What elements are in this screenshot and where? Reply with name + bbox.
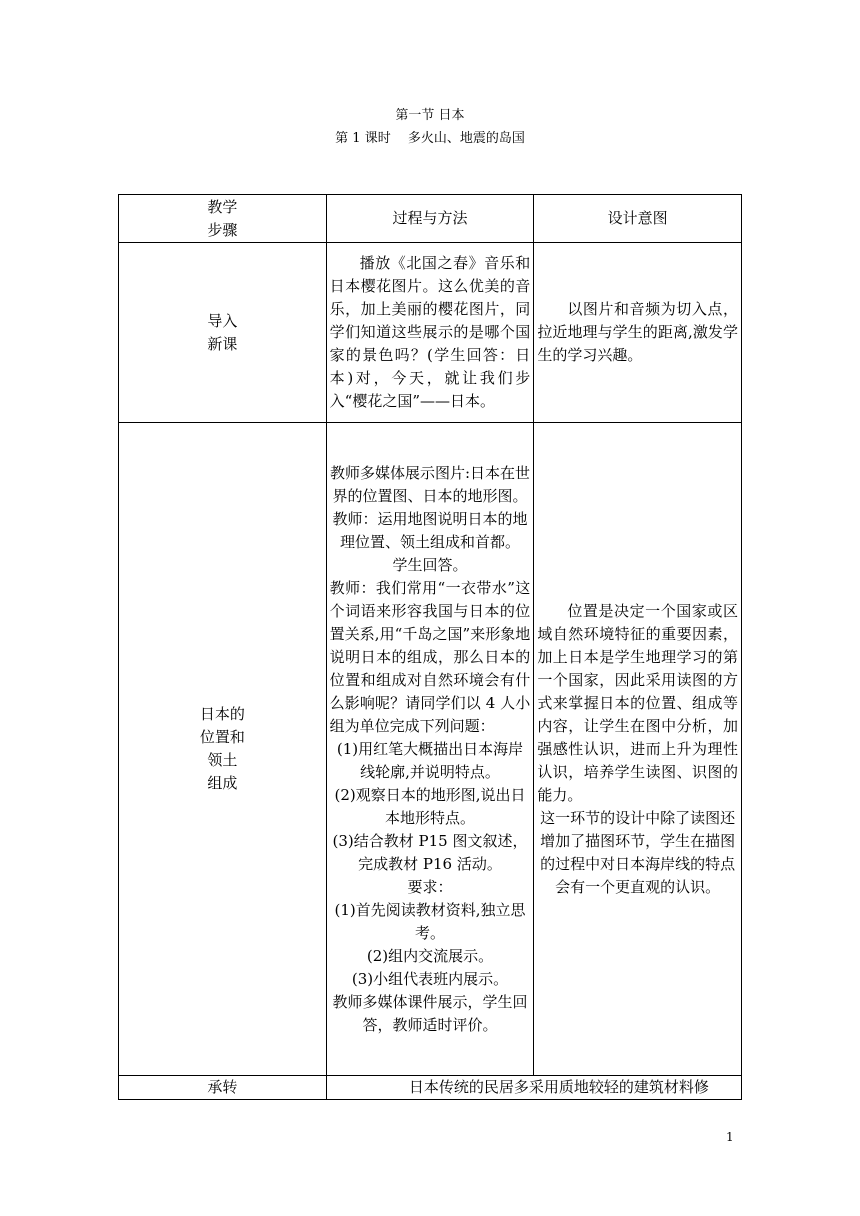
header-process: 过程与方法 xyxy=(326,195,534,243)
step-transition: 承转 xyxy=(119,1076,327,1100)
process-transition: 日本传统的民居多采用质地较轻的建筑材料修 xyxy=(326,1076,741,1100)
lesson-title: 第 1 课时 多火山、地震的岛国 xyxy=(335,131,525,146)
table-row xyxy=(119,423,742,1076)
page-number: 1 xyxy=(726,1130,734,1144)
step-intro: 导入 新课 xyxy=(119,243,327,423)
section-title: 第一节 日本 xyxy=(395,108,465,123)
table-row xyxy=(119,243,742,423)
table-header-row xyxy=(119,195,742,243)
intent-location: 位置是决定一个国家或区域自然环境特征的重要因素，加上日本是学生地理学习的第一个国家，因此采用读图的方式来掌握日本的位置、组成等内容，让学生在图中分析，加强感性认识，进而上升为理性认识，培养学生读图、识图的能力。 这一环节的设计中除了读图还增加了描图环节，学生在描图的过程中对日本海岸线的特点会有一个更直观的认识。 xyxy=(534,423,742,1076)
intent-intro: 以图片和音频为切入点，拉近地理与学生的距离,激发学生的学习兴趣。 xyxy=(534,243,742,423)
step-location: 日本的 位置和 领土 组成 xyxy=(119,423,327,1076)
process-intro: 播放《北国之春》音乐和日本樱花图片。这么优美的音乐，加上美丽的樱花图片，同学们知道这些展示的是哪个国家的景色吗？(学生回答：日本)对，今天，就让我们步入“樱花之国”——日本。 xyxy=(326,243,534,423)
process-location: 教师多媒体展示图片:日本在世界的位置图、日本的地形图。 教师：运用地图说明日本的地理位置、领土组成和首都。 学生回答。 教师：我们常用“一衣带水”这个词语来形容我国与日本的位置关系,用“千岛之国”来形象地说明日本的组成，那么日本的位置和组成对自然环境会有什么影响呢？请同学们以 4 人小组为单位完成下列问题： (1)用红笔大概描出日本海岸线轮廓,并说明特点。 (2)观察日本的地形图,说出日本地形特点。 (3)结合教材 P15 图文叙述，完成教材 P16 活动。 要求： (1)首先阅读教材资料,独立思考。 (2)组内交流展示。 (3)小组代表班内展示。 教师多媒体课件展示，学生回答，教师适时评价。 xyxy=(326,423,534,1076)
lesson-plan-table xyxy=(118,194,742,1100)
header-intent: 设计意图 xyxy=(534,195,742,243)
header-step: 教学 步骤 xyxy=(119,195,327,243)
table-row xyxy=(119,1076,742,1100)
